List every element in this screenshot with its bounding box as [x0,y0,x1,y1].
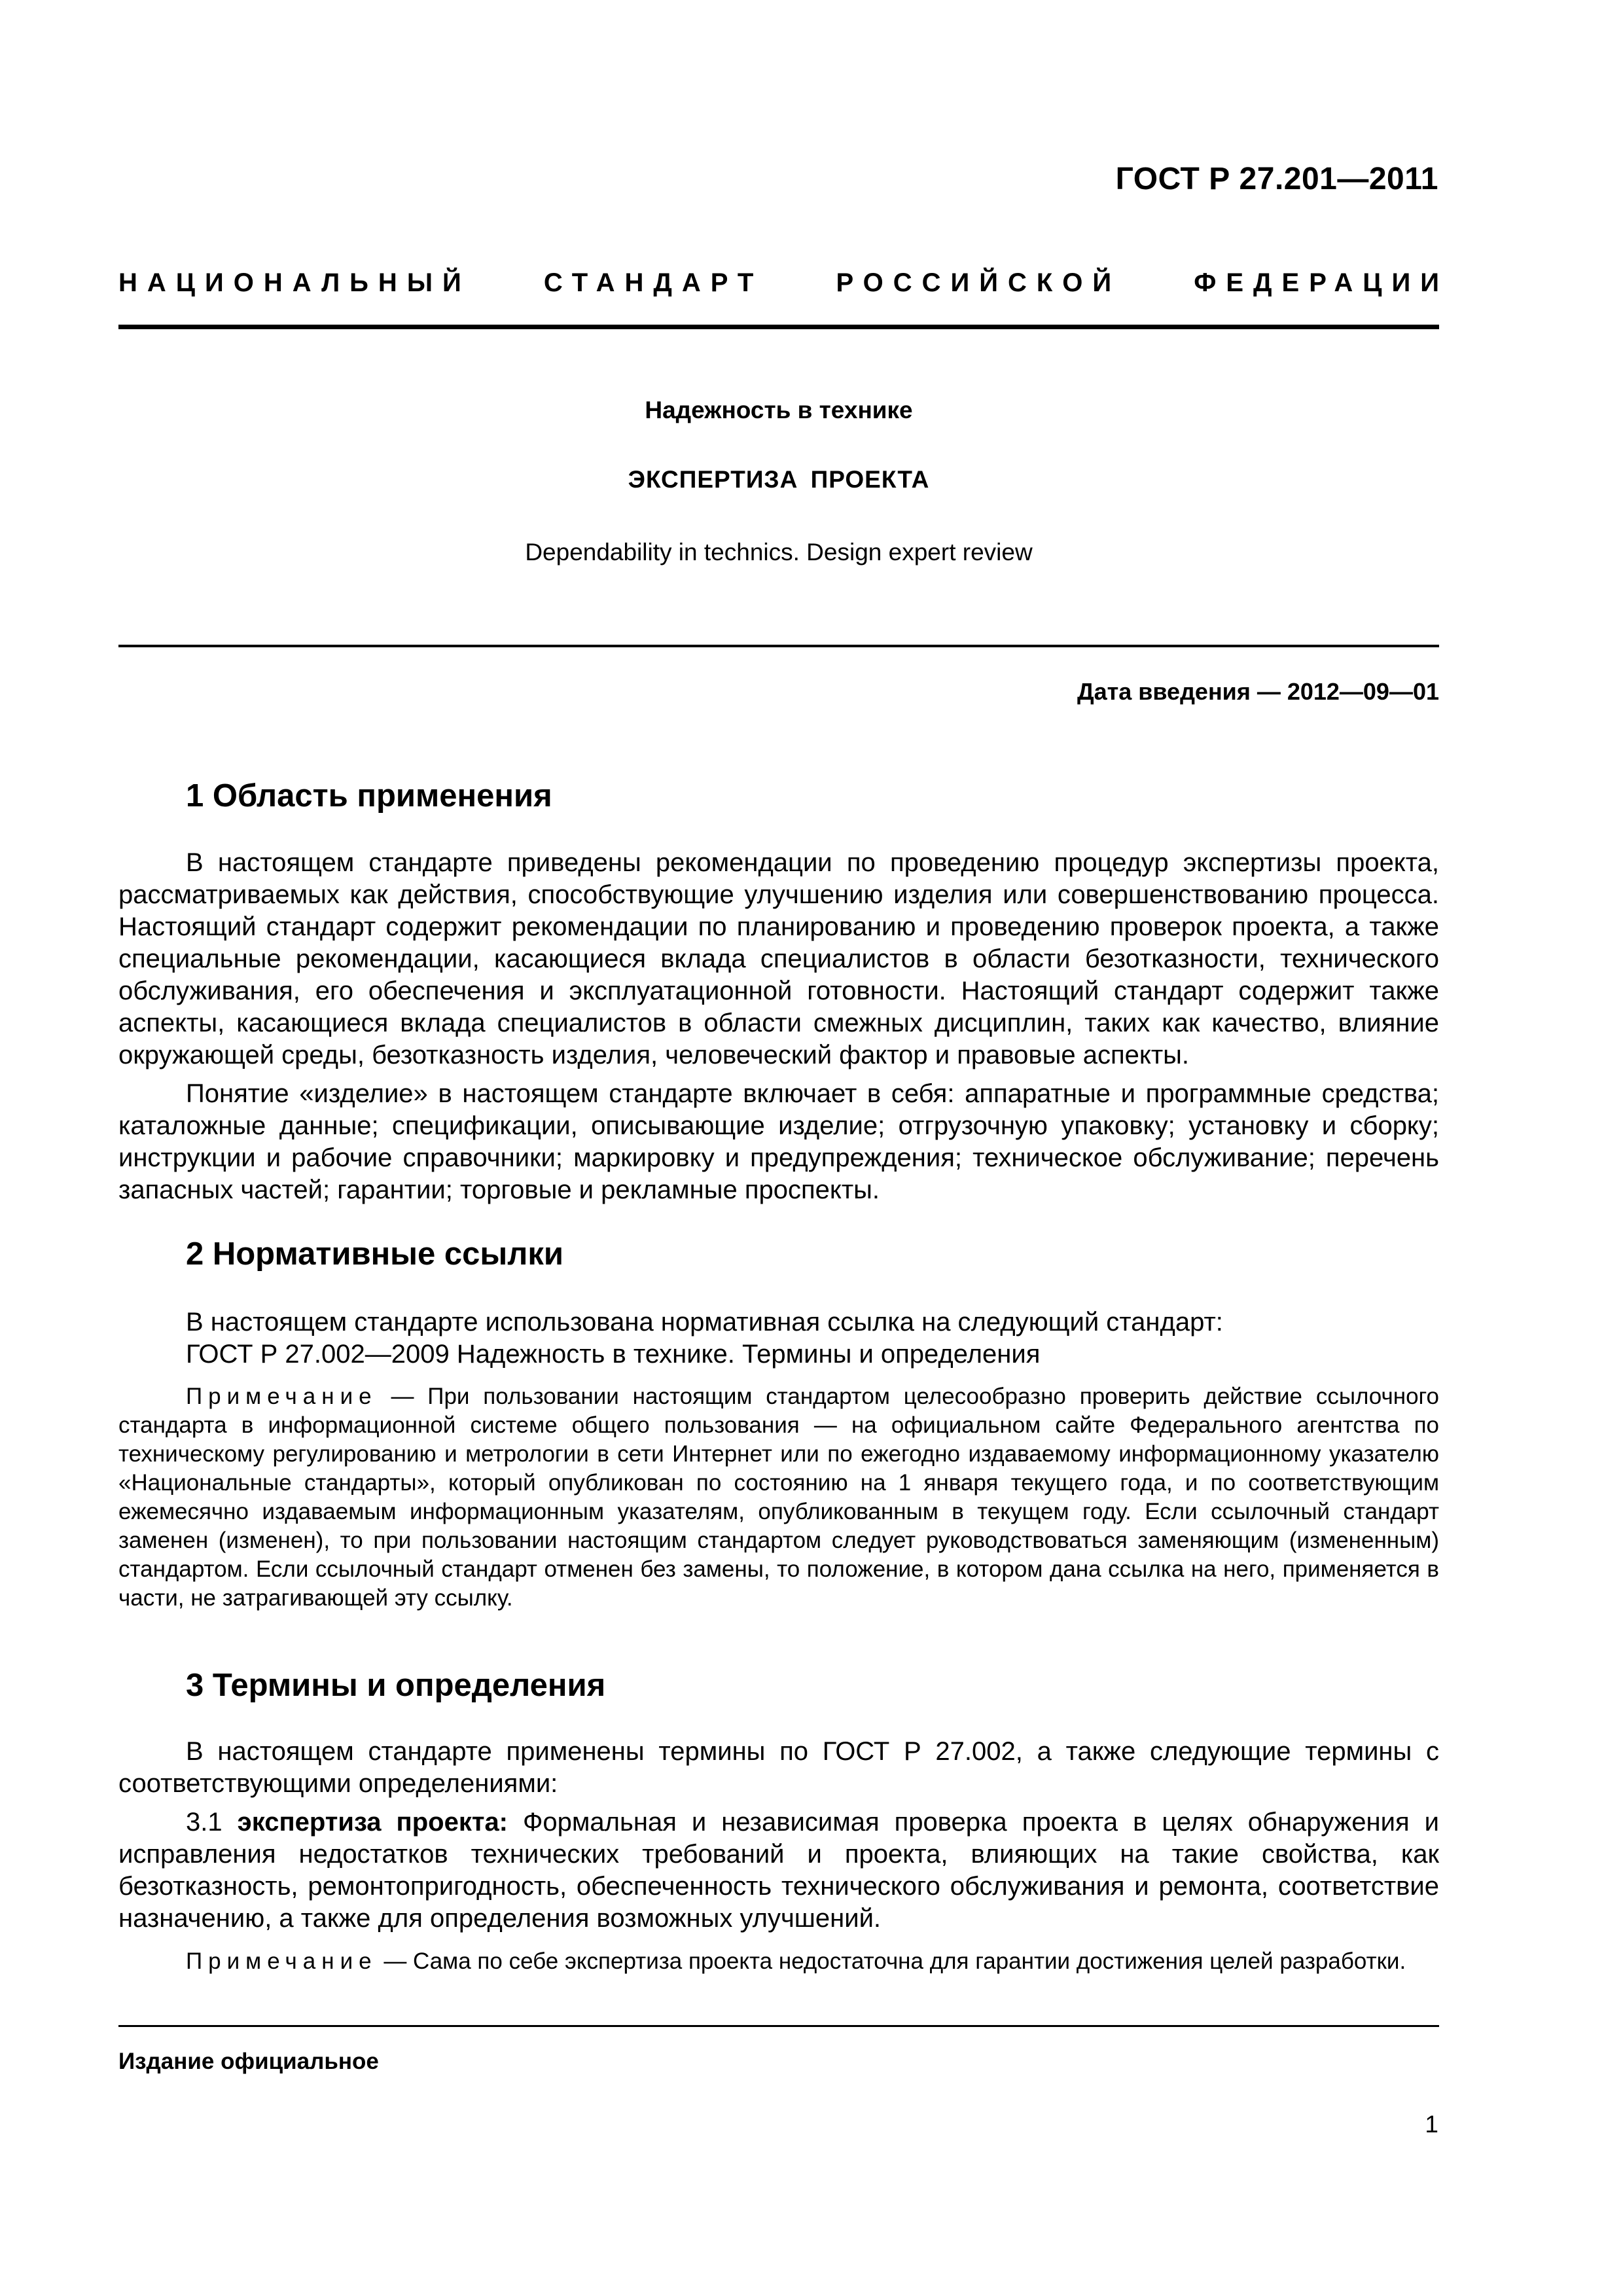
note-paragraph [118,1382,1439,1613]
terms-note [118,1947,1439,1976]
term-definition [118,1806,1439,1935]
document-subject: Надежность в технике [645,397,913,423]
section-heading-references: 2 Нормативные ссылки [186,1236,563,1272]
official-edition-label: Издание официальное [118,2049,379,2074]
term-definition-text: Формальная и независимая проверка проекта в целях обнаружения и исправления недостатков технических требований и проекта, влияющих на такие свойства, как безотказность, ремонтопригодность, обеспеченность технического обслуживания и ремонта, соответствие назначению, а также для определения возможных улучшений. [118,1808,1440,1933]
note-label: Примечание [186,1384,378,1409]
introduction-date: Дата введения — 2012—09—01 [1077,678,1439,705]
page-number: 1 [1425,2111,1438,2138]
header-divider [118,325,1439,329]
paragraph: В настоящем стандарте использована нормативная ссылка на следующий стандарт: [186,1308,1223,1336]
note-text: — Сама по себе экспертиза проекта недостаточна для гарантии достижения целей разработки. [377,1948,1406,1974]
title-divider [118,645,1439,647]
section-references-body [118,1306,1439,1371]
references-note [118,1382,1439,1613]
paragraph: В настоящем стандарте приведены рекомендации по проведению процедур экспертизы проекта, рассматриваемых как действия, способствующие улучшению изделия или совершенствованию процесса. Настоящий стандарт содержит рекомендации по планированию и проведению проверок проекта, а также специальные рекомендации, касающиеся вклада специалистов в области безотказности, технического обслуживания, его обеспечения и эксплуатационной готовности. Настоящий стандарт содержит также аспекты, касающиеся вклада специалистов в области смежных дисциплин, таких как качество, влияние окружающей среды, безотказность изделия, человеческий фактор и правовые аспекты. [118,848,1439,1069]
section-terms-body [118,1736,1439,1935]
footer-divider [118,2025,1439,2027]
national-word: НАЦИОНАЛЬНЫЙ [118,268,471,297]
section-heading-scope: 1 Область применения [186,778,552,814]
note-paragraph [118,1947,1439,1976]
document-title: ЭКСПЕРТИЗА ПРОЕКТА [628,466,930,493]
document-title-english: Dependability in technics. Design expert review [525,539,1033,565]
note-text: — При пользовании настоящим стандартом целесообразно проверить действие ссылочного стандарта в информационной системе общего пользования — на официальном сайте Федерального агентства по техническому регулированию и метрологии в сети Интернет или по ежегодно издаваемому информационному указателю «Национальные стандарты», который опубликован по состоянию на 1 января текущего года, и по соответствующим ежемесячно издаваемым информационным указателям, опубликованным в текущем году. Если ссылочный стандарт заменен (изменен), то при пользовании настоящим стандартом следует руководствоваться заменяющим (измененным) стандартом. Если ссылочный стандарт отменен без замены, то положение, в котором дана ссылка на него, применяется в части, не затрагивающей эту ссылку. [118,1384,1439,1611]
section-scope-body [118,847,1439,1206]
note-label: Примечание [186,1948,378,1974]
reference-entry: ГОСТ Р 27.002—2009 Надежность в технике. Термины и определения [186,1340,1041,1369]
national-standard-line [118,268,1449,298]
document-code: ГОСТ Р 27.201—2011 [1115,162,1438,196]
national-word: СТАНДАРТ [543,268,764,297]
paragraph: В настоящем стандарте применены термины по ГОСТ Р 27.002, а также следующие термины с соответствующими определениями: [118,1737,1439,1798]
term-number: 3.1 [186,1808,223,1837]
national-word: РОССИЙСКОЙ [836,268,1122,297]
national-word: ФЕДЕРАЦИИ [1194,268,1449,297]
section-heading-terms: 3 Термины и определения [186,1668,606,1703]
term-name: экспертиза проекта: [237,1808,508,1837]
paragraph: Понятие «изделие» в настоящем стандарте включает в себя: аппаратные и программные средства; каталожные данные; спецификации, описывающие изделие; отгрузочную упаковку; установку и сборку; инструкции и рабочие справочники; маркировку и предупреждения; техническое обслуживание; перечень запасных частей; гарантии; торговые и рекламные проспекты. [118,1079,1439,1204]
